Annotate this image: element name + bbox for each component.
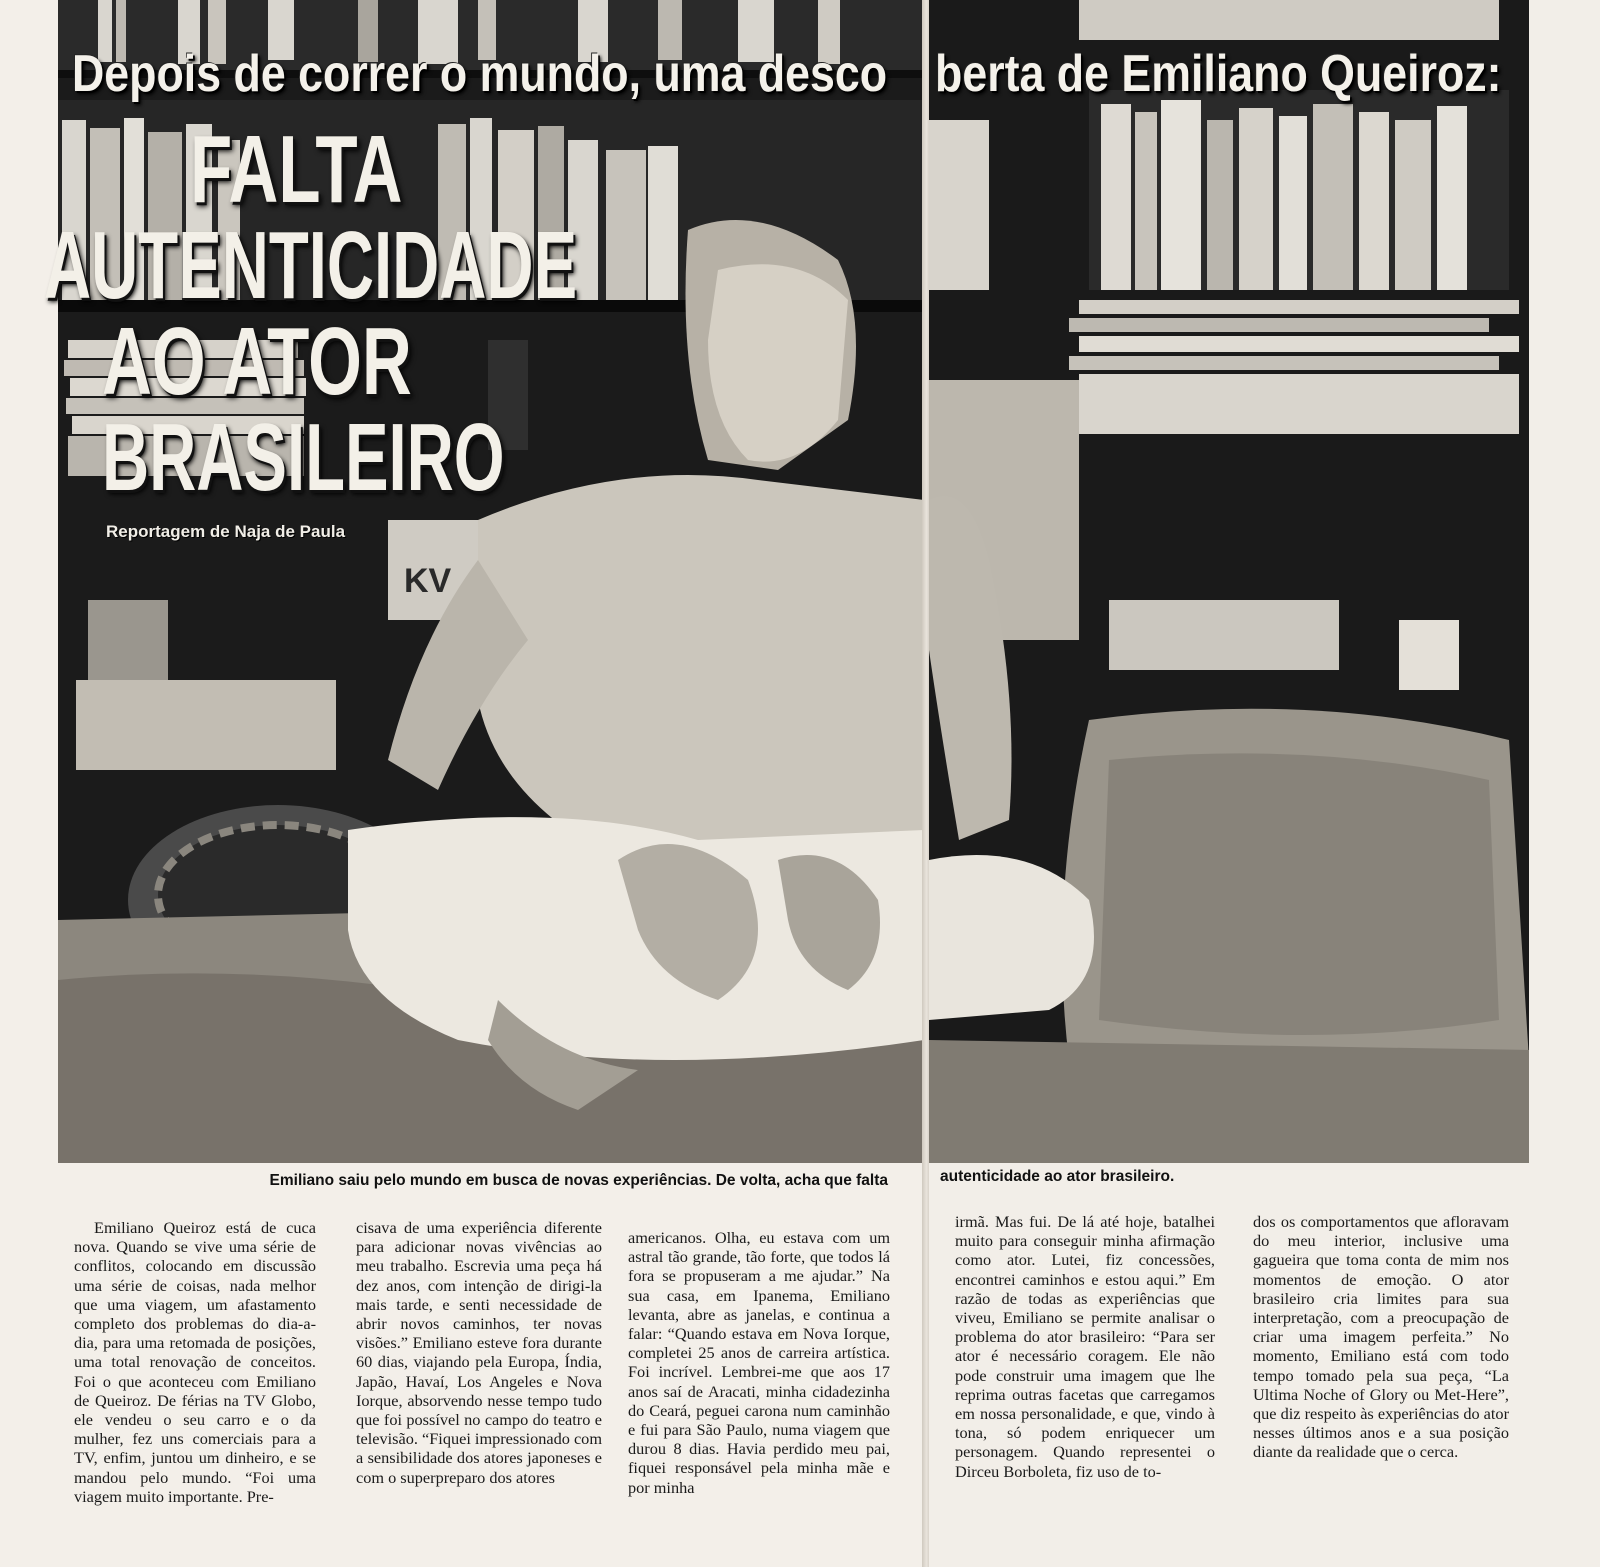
article-column-5 (1253, 1212, 1509, 1462)
column-4-text: irmã. Mas fui. De lá até hoje, batalhei muito para conseguir minha afirmação como ator. Lutei, fiz concessões, encontrei caminhos e estou aqui.” Em razão de todas as experiências que viveu, Emiliano se permite analisar o problema do ator brasileiro: “Para ser ator é necessário coragem. Ele não pode construir uma imagem que lhe reprima outras facetas que carregamos em nossa personalidade, e que, vindo à tona, só podem enriquecer um personagem. Quando representei o Dirceu Borboleta, fiz uso de to- (955, 1212, 1215, 1481)
book-label: KV (404, 562, 452, 600)
photo-right (929, 0, 1529, 1163)
headline-line-3: AO ATOR (102, 308, 412, 415)
kicker-right: berta de Emiliano Queiroz: (935, 45, 1502, 103)
headline-line-1: FALTA (190, 116, 403, 223)
photo-caption-right: autenticidade ao ator brasileiro. (940, 1168, 1175, 1185)
article-column-3 (628, 1228, 890, 1497)
headline-line-4: BRASILEIRO (102, 404, 505, 511)
article-column-4 (955, 1212, 1215, 1481)
portrait-photo-right (929, 0, 1529, 1163)
column-5-text: dos os comportamentos que afloravam do meu interior, inclusive uma gagueira que toma conta de mim nos momentos de emoção. O ator brasileiro cria limites para sua interpretação, com a preocupação de criar uma imagem perfeita.” No momento, Emiliano está com todo tempo tomado pela sua peça, “La Ultima Noche of Glory ou Met-Here”, que diz respeito às experiências do ator nesses últimos anos e a sua posição diante da realidade que o cerca. (1253, 1212, 1509, 1462)
column-2-text: cisava de uma experiência diferente para adicionar novas vivências ao meu trabalho. Escrevia uma peça há dez anos, com intenção de dirigi-la mais tarde, e senti necessidade de abrir novos caminhos, ter novas visões.” Emiliano esteve fora durante 60 dias, viajando pela Europa, Índia, Japão, Havaí, Los Angeles e Nova Iorque, absorvendo nesse tempo tudo que foi possível no campo do teatro e televisão. “Fiquei impressionado com a sensibilidade dos atores japoneses e com o superpreparo dos atores (356, 1218, 602, 1487)
byline: Reportagem de Naja de Paula (106, 522, 346, 541)
right-page (929, 0, 1600, 1567)
column-1-text: Emiliano Queiroz está de cuca nova. Quando se vive uma série de conflitos, colocando em discussão uma série de coisas, nada melhor que uma viagem, um afastamento completo dos problemas do dia-a-dia, para uma retomada de posições, uma total renovação de conceitos. Foi o que aconteceu com Emiliano de Queiroz. De férias na TV Globo, ele vendeu o seu carro e o da mulher, fez uns comerciais para a TV, enfim, juntou um dinheiro, e se mandou pelo mundo. “Foi uma viagem muito importante. Pre- (74, 1218, 316, 1506)
photo-caption-left: Emiliano saiu pelo mundo em busca de novas experiências. De volta, acha que falta (269, 1172, 888, 1189)
kicker-left: Depois de correr o mundo, uma desco (72, 45, 888, 103)
headline (44, 116, 828, 511)
column-3-text: americanos. Olha, eu estava com um astral tão grande, tão forte, que todos lá fora se propuseram a me ajudar.” Na sua casa, em Ipanema, Emiliano levanta, abre as janelas, e continua a falar: “Quando estava em Nova Iorque, completei 25 anos de carreira artística. Foi incrível. Lembrei-me que aos 17 anos saí de Aracati, minha cidadezinha do Ceará, peguei carona num caminhão e fui para São Paulo, numa viagem que durou 8 dias. Havia perdido meu pai, fiquei responsável pela minha mãe e por minha (628, 1228, 890, 1497)
article-column-2 (356, 1218, 602, 1487)
headline-line-2: AUTENTICIDADE (44, 212, 578, 319)
article-column-1 (74, 1218, 316, 1506)
